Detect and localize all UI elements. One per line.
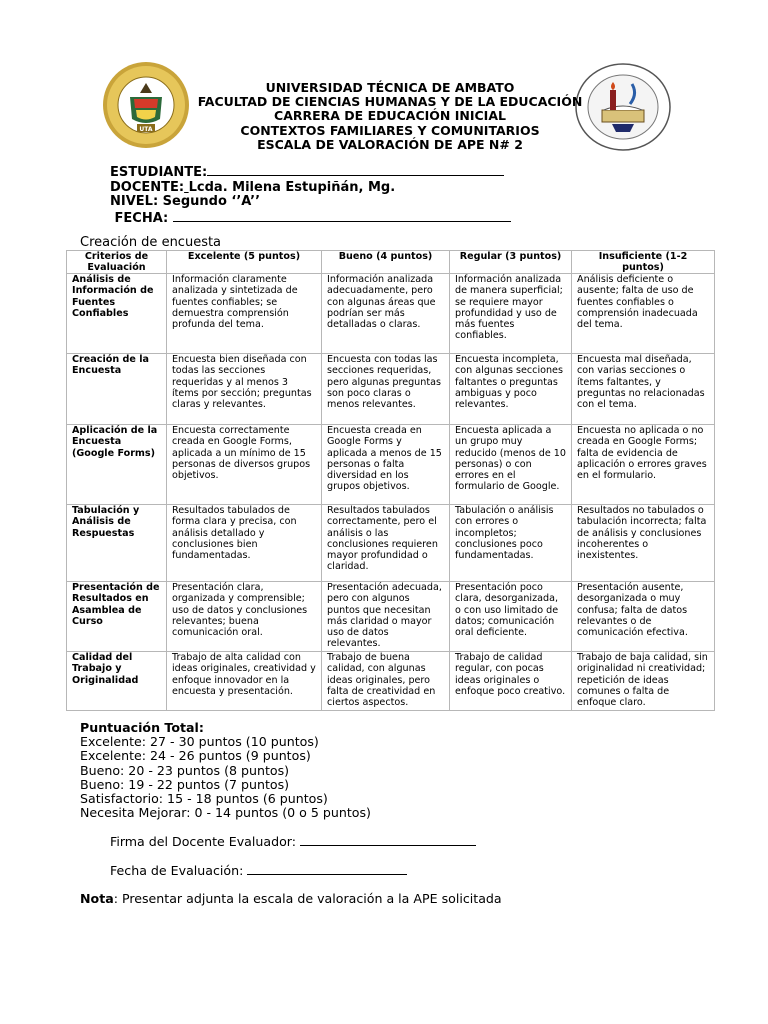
table-row — [67, 505, 715, 582]
table-cell: Información claramente analizada y sintetizada de fuentes confiables; se demuestra comprensión profunda del tema. — [167, 274, 322, 354]
table-cell: Información analizada adecuadamente, pero con algunas áreas que podrían ser más detalladas o claras. — [322, 274, 450, 354]
table-cell: Trabajo de alta calidad con ideas originales, creatividad y enfoque innovador en la encuesta y presentación. — [167, 652, 322, 711]
table-cell: Encuesta mal diseñada, con varias secciones o ítems faltantes, y preguntas no relacionadas con el tema. — [572, 354, 715, 425]
university-name: UNIVERSIDAD TÉCNICA DE AMBATO — [265, 80, 515, 95]
student-info — [110, 164, 511, 226]
note-text: : Presentar adjunta la escala de valoración a la APE solicitada — [113, 891, 502, 906]
signature-line — [300, 834, 476, 846]
rubric-table — [66, 250, 715, 711]
section-title: Creación de encuesta — [80, 235, 222, 250]
student-label: ESTUDIANTE: — [110, 165, 208, 180]
level-value: Segundo ‘’A’’ — [162, 194, 261, 209]
signature-label: Firma del Docente Evaluador: — [110, 834, 296, 849]
table-cell: Trabajo de baja calidad, sin originalidad ni creatividad; repetición de ideas comunes o falta de enfoque claro. — [572, 652, 715, 711]
score-range-line: Necesita Mejorar: 0 - 14 puntos (0 o 5 puntos) — [80, 805, 371, 821]
student-row — [110, 164, 511, 181]
score-range-line: Satisfactorio: 15 - 18 puntos (6 puntos) — [80, 791, 328, 807]
criterion-cell: Tabulación y Análisis de Respuestas — [67, 505, 167, 582]
criterion-cell: Análisis de Información de Fuentes Confiables — [67, 274, 167, 354]
total-score-title: Puntuación Total: — [80, 720, 204, 735]
student-blank-line — [207, 164, 504, 176]
eval-date-line — [247, 863, 407, 875]
table-cell: Encuesta aplicada a un grupo muy reducido (menos de 10 personas) o con errores en el formulario de Google. — [450, 425, 572, 505]
table-cell: Resultados tabulados de forma clara y precisa, con análisis detallado y conclusiones bien fundamentadas. — [167, 505, 322, 582]
table-cell: Presentación ausente, desorganizada o muy confusa; falta de datos relevantes o de comunicación efectiva. — [572, 582, 715, 652]
faculty-name: FACULTAD DE CIENCIAS HUMANAS Y DE LA EDUCACIÓN — [197, 94, 583, 110]
total-score-section — [80, 721, 371, 820]
document-header — [150, 81, 630, 152]
career-name: CARRERA DE EDUCACIÓN INICIAL — [274, 108, 506, 124]
table-cell: Análisis deficiente o ausente; falta de uso de fuentes confiables o comprensión inadecuada del tema. — [572, 274, 715, 354]
table-cell: Trabajo de buena calidad, con algunas ideas originales, pero falta de creatividad en ciertos aspectos. — [322, 652, 450, 711]
table-cell: Encuesta correctamente creada en Google Forms, aplicada a un mínimo de 15 personas de diversos grupos objetivos. — [167, 425, 322, 505]
note — [80, 891, 502, 906]
table-row — [67, 582, 715, 652]
subject-name: CONTEXTOS FAMILIARES Y COMUNITARIOS — [240, 122, 540, 138]
teacher-row — [110, 181, 511, 196]
signature-row — [110, 834, 476, 849]
table-header-row — [67, 251, 715, 274]
table-cell: Presentación adecuada, pero con algunos puntos que necesitan más claridad o mayor uso de datos relevantes. — [322, 582, 450, 652]
date-blank-line — [173, 210, 511, 222]
criterion-cell: Presentación de Resultados en Asamblea de Curso — [67, 582, 167, 652]
score-range-line: Excelente: 27 - 30 puntos (10 puntos) — [80, 734, 319, 750]
table-row — [67, 425, 715, 505]
column-header: Insuficiente (1-2 puntos) — [572, 251, 715, 274]
svg-text:UTA: UTA — [139, 126, 153, 133]
scale-title: ESCALA DE VALORACIÓN DE APE N# 2 — [257, 136, 523, 152]
score-range-line: Bueno: 20 - 23 puntos (8 puntos) — [80, 762, 290, 778]
table-row — [67, 354, 715, 425]
table-cell: Encuesta creada en Google Forms y aplicada a menos de 15 personas o falta diversidad en los grupos objetivos. — [322, 425, 450, 505]
table-cell: Resultados tabulados correctamente, pero el análisis o las conclusiones requieren mayor profundidad o claridad. — [322, 505, 450, 582]
table-row — [67, 652, 715, 711]
table-cell: Presentación clara, organizada y comprensible; uso de datos y conclusiones relevantes; buena comunicación oral. — [167, 582, 322, 652]
teacher-label: DOCENTE: — [110, 179, 185, 195]
criterion-cell: Calidad del Trabajo y Originalidad — [67, 652, 167, 711]
table-row — [67, 274, 715, 354]
score-range-line: Bueno: 19 - 22 puntos (7 puntos) — [80, 776, 290, 792]
level-row — [110, 195, 511, 210]
table-cell: Presentación poco clara, desorganizada, o con uso limitado de datos; comunicación oral deficiente. — [450, 582, 572, 652]
table-cell: Información analizada de manera superficial; se requiere mayor profundidad y uso de más fuentes confiables. — [450, 274, 572, 354]
date-row — [110, 210, 511, 227]
column-header: Criterios de Evaluación — [67, 251, 167, 274]
table-cell: Encuesta incompleta, con algunas secciones faltantes o preguntas ambiguas y poco relevantes. — [450, 354, 572, 425]
column-header: Bueno (4 puntos) — [322, 251, 450, 274]
column-header: Regular (3 puntos) — [450, 251, 572, 274]
level-label: NIVEL: — [110, 194, 159, 209]
table-cell: Resultados no tabulados o tabulación incorrecta; falta de análisis y conclusiones incoherentes o inexistentes. — [572, 505, 715, 582]
note-label: Nota — [80, 891, 114, 906]
criterion-cell: Aplicación de la Encuesta (Google Forms) — [67, 425, 167, 505]
table-cell: Encuesta bien diseñada con todas las secciones requeridas y al menos 3 ítems por sección; preguntas claras y relevantes. — [167, 354, 322, 425]
date-label: FECHA: — [114, 210, 169, 226]
criterion-cell: Creación de la Encuesta — [67, 354, 167, 425]
eval-date-row — [110, 863, 407, 878]
teacher-value: Lcda. Milena Estupiñán, Mg. — [188, 179, 396, 195]
eval-date-label: Fecha de Evaluación: — [110, 863, 244, 878]
score-range-line: Excelente: 24 - 26 puntos (9 puntos) — [80, 748, 311, 764]
table-cell: Encuesta no aplicada o no creada en Google Forms; falta de evidencia de aplicación o errores graves en el formulario. — [572, 425, 715, 505]
table-cell: Trabajo de calidad regular, con pocas ideas originales o enfoque poco creativo. — [450, 652, 572, 711]
table-cell: Encuesta con todas las secciones requeridas, pero algunas preguntas son poco claras o menos relevantes. — [322, 354, 450, 425]
table-cell: Tabulación o análisis con errores o incompletos; conclusiones poco fundamentadas. — [450, 505, 572, 582]
column-header: Excelente (5 puntos) — [167, 251, 322, 274]
